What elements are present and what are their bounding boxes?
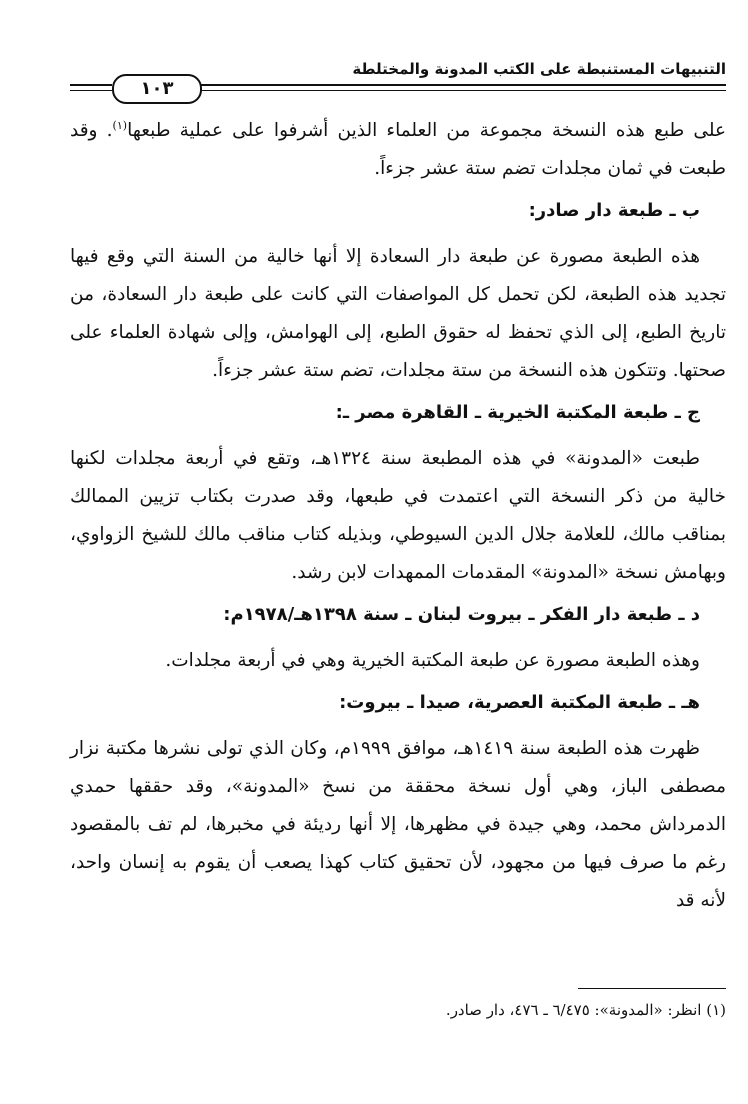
footnote-marker[interactable]: (١): [112, 118, 128, 132]
running-title: التنبيهات المستنبطة على الكتب المدونة والمختلطة: [352, 60, 726, 78]
paragraph-text: . وقد طبعت في ثمان مجلدات تضم ستة عشر جزءاً.: [70, 120, 726, 179]
section-heading: د ـ طبعة دار الفكر ـ بيروت لبنان ـ سنة ١٣٩٨هـ/١٩٧٨م:: [223, 604, 700, 625]
paragraph: هذه الطبعة مصورة عن طبعة دار السعادة إلا أنها خالية من السنة التي وقع فيها تجديد هذه الطبعة، لكن تحمل كل المواصفات التي كانت على طبعة دار السعادة، من تاريخ الطبع، إلى الذي تحفظ له حقوق الطبع، إلى الهوامش، وإلى شهادة العلماء على صحتها. وتتكون هذه النسخة من ستة مجلدات، تضم ستة عشر جزءاً.: [70, 246, 726, 381]
page-body: [70, 112, 726, 920]
paragraph: طبعت «المدونة» في هذه المطبعة سنة ١٣٢٤هـ، وتقع في أربعة مجلدات لكنها خالية من ذكر النسخة التي اعتمدت في طبعها، وقد صدرت بكتاب تزيين الممالك بمناقب مالك، للعلامة جلال الدين السيوطي، وبذيله كتاب مناقب مالك للشيخ الزواوي، وبهامش نسخة «المدونة» المقدمات الممهدات لابن رشد.: [70, 448, 726, 583]
page-header: [70, 56, 726, 99]
section-heading: ب ـ طبعة دار صادر:: [528, 200, 700, 221]
footnote: (١) انظر: «المدونة»: ٦/٤٧٥ ـ ٤٧٦، دار صادر.: [445, 1001, 726, 1019]
header-rule: [200, 90, 726, 91]
header-rule: [70, 84, 112, 86]
page-number: ١٠٣: [112, 74, 202, 104]
paragraph: [70, 112, 726, 188]
paragraph: وهذه الطبعة مصورة عن طبعة المكتبة الخيرية وهي في أربعة مجلدات.: [165, 650, 700, 671]
paragraph: ظهرت هذه الطبعة سنة ١٤١٩هـ، موافق ١٩٩٩م، وكان الذي تولى نشرها مكتبة نزار مصطفى الباز، وهي أول نسخة محققة من نسخ «المدونة»، وقد حققها حمدي الدمرداش محمد، وهي جيدة في مظهرها، إلا أنها رديئة في مخبرها، لم تف بالمقصود رغم ما صرف فيها من مجهود، لأن تحقيق كتاب كهذا يصعب أن يقوم به إنسان واحد، لأنه قد: [70, 738, 726, 911]
header-rule: [200, 84, 726, 86]
section-heading: ج ـ طبعة المكتبة الخيرية ـ القاهرة مصر ـ:: [335, 402, 700, 423]
header-rule: [70, 90, 112, 91]
section-heading: هـ ـ طبعة المكتبة العصرية، صيدا ـ بيروت:: [339, 692, 700, 713]
footnote-separator: [578, 988, 726, 989]
paragraph-text: على طبع هذه النسخة مجموعة من العلماء الذين أشرفوا على عملية طبعها: [127, 120, 726, 141]
